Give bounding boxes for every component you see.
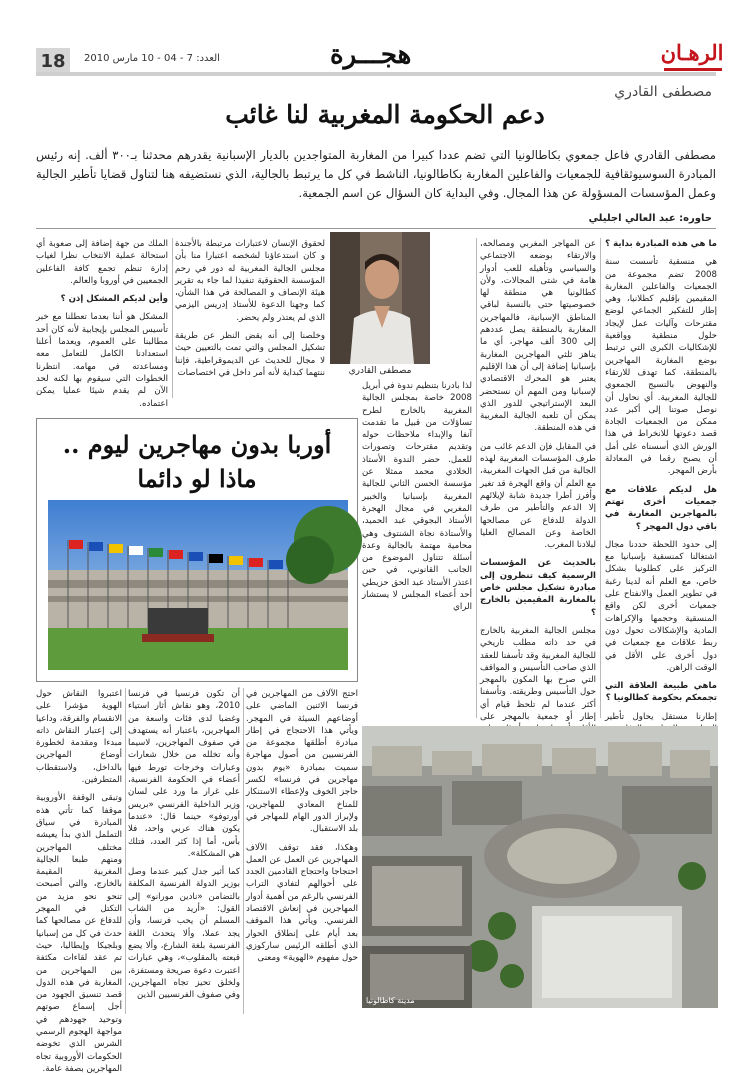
- feature-column-1: [246, 688, 358, 1014]
- interview-question: بالحديث عن المؤسسات الرسمية كيف تنظرون إلى مبادرة تشكيل مجلس خاص بالمغاربة المقيمين بالخارج ؟: [480, 558, 596, 618]
- article-intro: مصطفى القادري فاعل جمعوي بكاطالونيا التي تضم عددا كبيرا من المغاربة المتواجدين بالديار الإسبانية يقدرهم محدثنا بـ٣٠٠ ألف. إنه رئيس المبادرة السوسيوثقافية للجمعيات والفاعلين المغاربة بكاطالونيا، الناشط في كل ما يرتبط بالجالية، الذي نستضيفه هنا لتناول قضايا تأطير الجالية وعمل المؤسسات المسؤولة عن هذا المجال. وفي البداية كان السؤال عن اسم الجمعية.: [36, 148, 716, 200]
- text-column-1: [605, 238, 717, 722]
- paragraph: وتبقى الوقفة الأوروبية موقفا كما تأتي هذه المبادرة في سياق التململ الذي بدأ يعيشه مختلف المهاجرين ومنهم طبعا الجالية المغربية المقيمة بالخارج، والتي أصبحت تنحو نحو مزيد من التكتل في المهجر للدفاع عن مصالحها كما حدث في كل من إسبانيا وبلجيكا وإيطاليا، حيث تم عقد لقاءات مكثفة بين المهاجرين من المغاربة في هذه الدول قصد تنسيق الجهود من أجل إسماع صوتهم وتوحيد جهودهم في مواجهة الهجوم الرسمي الشرس الذي تخوضه الحكومات الأوروبية تجاه المهاجرين بصفة عامة.: [36, 793, 122, 1074]
- column-divider: [243, 688, 244, 1014]
- interview-question: ما هي هذه المبادرة بداية ؟: [605, 239, 717, 249]
- interview-question: ماهي طبيعة العلاقة التي تجمعكم بحكومة كطالونيا ؟: [605, 681, 717, 704]
- interview-question: وأين لديكم المشكل إذن ؟: [60, 294, 168, 305]
- portrait-caption: مصطفى القادري: [348, 366, 412, 376]
- text-column-4: [175, 238, 325, 398]
- column-divider: [600, 238, 601, 718]
- city-aerial-photo: [362, 726, 718, 1008]
- feature-column-2: [128, 688, 240, 1014]
- article-author: مصطفى القادري: [614, 84, 712, 100]
- paragraph: لحقوق الإنسان لاعتبارات مرتبطة بالأجندة و كان استدعاؤنا لشخصه اعتبارا منا بأن مجلس الجالية المغربية له دور في رحم المؤسسة الحقوقية تنفيذا لما جاء به تقرير هيئة الإنصاف و المصالحة في هذا الشأن، كما وجهنا الدعوة للأستاذ إدريس اليزمي الذي لم يعتذر ولم يحضر.: [175, 239, 325, 323]
- logo-underline: [664, 68, 722, 71]
- parliament-flags-photo: [48, 500, 348, 670]
- paragraph: إطارنا مستقل يحاول تأطير: [605, 711, 717, 722]
- paragraph: أن تكون فرنسيا في فرنسا 2010، وهو نقاش أثار استياء وغضبا لدى فئات واسعة من المهاجرين، باعتبار أنه يستهدف في صفوف المهاجرين، لاسيما وأنه تخلله من خلال شعارات وعبارات وخرجات تورط فيها أعضاء في الحكومة الفرنسية، على غرار ما ورد على لسان وزير الداخلية الفرنسي «بريس أورتوفو» حينما قال: «عندما يكون هناك عربي واحد، فلا بأس، أما إذا كثر العدد، فتلك هي المشكلة».: [128, 689, 240, 859]
- paragraph: كما أثير جدل كبير عندما وصل بوزير الدولة الفرنسية المكلفة بالتضامن «نادين مورانو» إلى القول: «أريد من الشاب المسلم أن يحب فرنسا، وأن يجد عملا، وألا يتحدث اللغة الفرنسية بلغة الشارع، وألا يضع قبعته بالمقلوب»، وهي عبارات اعتبرت دعوة صريحة ومستفزة، ولخلق تحيز تجاه المهاجرين، وفي صفوف الفرنسيين الذين: [128, 867, 240, 1001]
- text-column-3: [362, 380, 472, 710]
- paragraph: في المقابل فإن الدعم غائب من طرف المؤسسات المغربية لهذه الجالية من قبل الجهات المغربية، مع العلم أن واقع الهجرة قد تغير وأفرز أطرا جديدة شابة لإيلائهم إلا الدعم والتأطير من طرف الدولة للدفاع عن مصالحها الخاصة وعن المصالح العليا لبلادنا المغرب.: [480, 441, 596, 551]
- section-title: هجـــرة: [330, 40, 412, 70]
- city-photo-caption: مدينة كاطالونيا: [366, 996, 415, 1005]
- paragraph: عن المهاجر المغربي ومصالحه، والارتقاء بوضعه الاجتماعي والسياسي وتأهيله للعب أدوار هامة في شتى المجالات، ولأن كطالونيا هي منطقة لها خصوصيتها حتى بالنسبة لباقي المناطق الإسبانية، فالمهاجرين المغاربة بالمنطقة يصل عددهم إلى 300 ألف مهاجر، أي ما يناهز ثلثي المهاجرين المغاربة بإسبانيا إضافة إلى أن هذا الإقليم يعتبر هو المحرك الاقتصادي لإسبانيا ومن المهم أن نستحضر البعد الإستراتيجي للدور الذي يمكن أن تلعبه الجالية المغربية في هذه المنطقة.: [480, 239, 596, 434]
- text-column-2: [480, 238, 596, 722]
- newspaper-logo: الرهـان: [660, 40, 724, 65]
- issue-date: العدد: 7 - 04 - 10 مارس 2010: [84, 53, 220, 64]
- paragraph: المشكل هو أننا بعدما تعطلنا مع خبر تأسيس المجلس بإيجابية لأنه كان أحد مطالبنا على العموم، ويعدما أعلنا استعدادنا الكامل للتعامل معه ومساعدته في مهامه. انتظرنا الخطوات التي سيقوم بها لكنه لحد الآن لم يقدم شيئا عمليا يمكن اعتماده.: [36, 312, 168, 409]
- paragraph: لذا بادرنا بتنظيم ندوة في أبريل 2008 خاصة بمجلس الجالية المغربية بالخارج لطرح تساؤلات من قبيل ما تقدمت آنفا والإبداء ملاحظات حوله وتقديم مقترحات وتصورات للعمل. حضر الندوة الأستاذ الخلادي محمد ممثلا عن مؤسسة الحسن الثاني للجالية المغربية بإسبانيا والخبير المغربي في مجال الهجرة الأستاذ البجوقي عبد الحميد، والأستاذة نجاة الشنتوف وهي محامية مهتمة بالجالية وعدة أسئلة تتناول الموضوع من الجانب القانوني، في حين اعتذر الأستاذ عبد الحق حزيطي أحد أعضاء المجلس لا يستشار الراي: [362, 381, 472, 613]
- column-divider: [125, 688, 126, 1014]
- paragraph: الملك من جهة إضافة إلى صعوبة أي استحالة عملية الانتخاب نظرا لغياب إدارة تنظم تجمع كافة الفاعلين الجمعيين في أوروبا والعالم.: [36, 239, 168, 286]
- interview-question: هل لديكم علاقات مع جمعيات أخرى تهتم بالمهاجرين المغاربة في باقي دول المهجر ؟: [605, 484, 717, 532]
- feature-column-3: [36, 688, 122, 1074]
- page-number: 18: [36, 48, 70, 74]
- paragraph: وهكذا، فقد توقف الآلاف المهاجرين عن العمل عن العمل احتجاجا واحتجاج القادمين الجدد على أحوالهم لتفادي التراب الفرنسي بالرغم من أهمية أدوار المهاجرين في إنعاش الاقتصاد الفرنسي. ويأتي هذا الموقف بعد أيام على إنطلاق الحوار الذي أطلقه الرئيس ساركوزي حول مفهوم «الهوية» ومعنى: [246, 842, 358, 964]
- paragraph: اعتبروا النقاش حول الهوية مؤشرا على الانقسام والفرقة، وداعيا إلى إعتبار النقاش ذاته مبدءا ومقدمة لخطورة أوضاع المهاجرين بالداخل، ولاستقطاب المتطرفين.: [36, 689, 122, 786]
- paragraph: مجلس الجالية المغربية بالخارج في حد ذاته مطلب تاريخي للجالية المغربية وقد تأسفنا للعقد الذي صاحب التأسيس و المواقف التي صرح بها المكون بالمهجر حول التأسيس وطريقته. وتأسفنا أكثر عندما لم تلحظ قيام أي إطار أو جمعية بالمهجر على: [480, 625, 596, 722]
- paragraph: إلى حدود اللحظة حددنا مجال اشتغالنا كمنسقية بإسبانيا مع التركيز على كطلونيا بشكل خاص، مع العلم أنه لدينا رغبة في تطوير العمل والانفتاح على جمعيات أخرى لكن واقع المنسقية وحجمها والإكراهات المادية والإشكالات تحول دون ربط علاقات مع جمعيات في دول أخرى على الأقل في الوقت الراهن.: [605, 539, 717, 673]
- column-divider: [172, 238, 173, 398]
- paragraph: احتج الآلاف من المهاجرين في فرنسا الاثنين الماضي على أوضاعهم السيئة في المهجر. ويأتي هذا الاحتجاج في إطار مبادرة أطلقها مجموعة من الفرنسيين من أصول مهاجرة سميت بمبادرة «يوم بدون مهاجرين في فرنسا» لكسر حاجز الخوف ولإعطاء الاستنكار للمناخ المعادي للمهاجرين، ولإبراز الدور الهام للمهاجر في بلد الاستقبال.: [246, 689, 358, 835]
- intro-divider: [36, 228, 716, 229]
- interviewer-credit: حاوره: عبد العالي اجليلي: [588, 213, 712, 224]
- paragraph: وخلصنا إلى أنه يقض النظر عن طريقة تشكيل المجلس والتي تمت بالتعيين حيث لا مجال للحديث عن الديموقراطية، فإننا ننتهما كبداية لأنه أمر داخل في اختصاصات: [175, 331, 325, 378]
- author-portrait-photo: [330, 232, 430, 364]
- column-divider: [476, 238, 477, 718]
- header-rule: [36, 72, 716, 76]
- article-headline: دعم الحكومة المغربية لنا غائب: [225, 100, 545, 129]
- text-column-5: [36, 238, 168, 409]
- feature-headline: أوربا بدون مهاجرين ليوم .. ماذا لو دائما: [62, 430, 332, 493]
- paragraph: هي منسقية تأسست سنة 2008 تضم مجموعة من الجمعيات والفاعلين المغاربة المقيمين بإقليم كطلانيا، وهي إطار للتفكير الجماعي لوضع مقترحات وآليات عمل لإيجاد حلول منطقية وواقعية للإشكاليات الكبرى التي ترتبط بوضع المغاربة المهاجرين بالمنطقة، كما تهدف للارتقاء والنهوض بالنسيج الجمعوي للجالية المغربية. أي نحاول أن نوصل صوتنا إلى أكبر عدد ممكن من الجمعيات الجادة قصد دعوتها للانخراط في هذا الورش الذي أسسناه على أمل أن يصبح رقما في المعادلة بأرض المهجر.: [605, 257, 717, 477]
- page-header: [0, 38, 752, 78]
